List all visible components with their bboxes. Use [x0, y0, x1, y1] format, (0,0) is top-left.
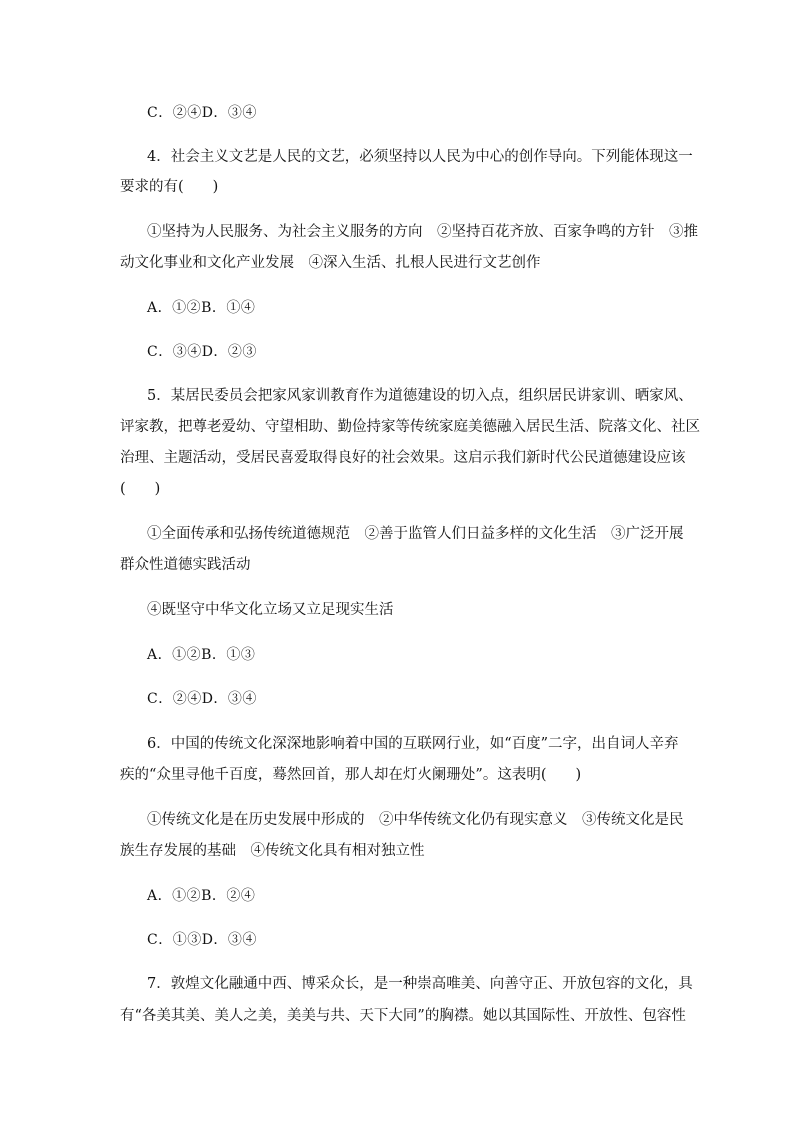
- q4-stem-line2: 要求的有( ): [120, 179, 219, 195]
- q5-stem-line3: 治理、主题活动，受居民喜爱取得良好的社会效果。这启示我们新时代公民道德建设应该: [120, 450, 686, 466]
- q7-stem-line1: 7．敦煌文化融通中西、博采众长，是一种崇高唯美、向善守正、开放包容的文化，具: [147, 976, 693, 992]
- q4-options-cd: C．③④D．②③: [147, 344, 257, 360]
- q5-statements-line2: 群众性道德实践活动: [120, 557, 251, 573]
- q6-stem-line1: 6．中国的传统文化深深地影响着中国的互联网行业，如“百度”二字，出自词人辛弃: [147, 736, 679, 752]
- q5-stem-line4: ( ): [120, 481, 161, 497]
- q5-stem-line1: 5．某居民委员会把家风家训教育作为道德建设的切入点，组织居民讲家训、晒家风、: [147, 388, 693, 404]
- q5-statements-line1: ①全面传承和弘扬传统道德规范 ②善于监管人们日益多样的文化生活 ③广泛开展: [147, 526, 684, 542]
- q6-statements-line2: 族生存发展的基础 ④传统文化具有相对独立性: [120, 843, 425, 859]
- q4-stem-line1: 4．社会主义文艺是人民的文艺，必须坚持以人民为中心的创作导向。下列能体现这一: [147, 149, 693, 165]
- q4-statements-line1: ①坚持为人民服务、为社会主义服务的方向 ②坚持百花齐放、百家争鸣的方针 ③推: [147, 224, 698, 240]
- q6-stem-line2: 疾的“众里寻他千百度，蓦然回首，那人却在灯火阑珊处”。这表明( ): [120, 767, 582, 783]
- q7-stem-line2: 有“各美其美、美人之美，美美与共、天下大同”的胸襟。她以其国际性、开放性、包容性: [120, 1008, 686, 1024]
- q6-statements-line1: ①传统文化是在历史发展中形成的 ②中华传统文化仍有现实意义 ③传统文化是民: [147, 812, 684, 828]
- q6-options-ab: A．①②B．②④: [147, 888, 256, 904]
- q5-stem-line2: 评家教，把尊老爱幼、守望相助、勤俭持家等传统家庭美德融入居民生活、院落文化、社区: [120, 419, 700, 435]
- q6-options-cd: C．①③D．③④: [147, 932, 257, 948]
- q4-options-ab: A．①②B．①④: [147, 300, 256, 316]
- q5-statements-line3: ④既坚守中华文化立场又立足现实生活: [147, 602, 394, 618]
- q4-statements-line2: 动文化事业和文化产业发展 ④深入生活、扎根人民进行文艺创作: [120, 255, 541, 271]
- q5-options-ab: A．①②B．①③: [147, 647, 256, 663]
- q3-options-cd: C．②④D．③④: [147, 105, 257, 121]
- q5-options-cd: C．②④D．③④: [147, 691, 257, 707]
